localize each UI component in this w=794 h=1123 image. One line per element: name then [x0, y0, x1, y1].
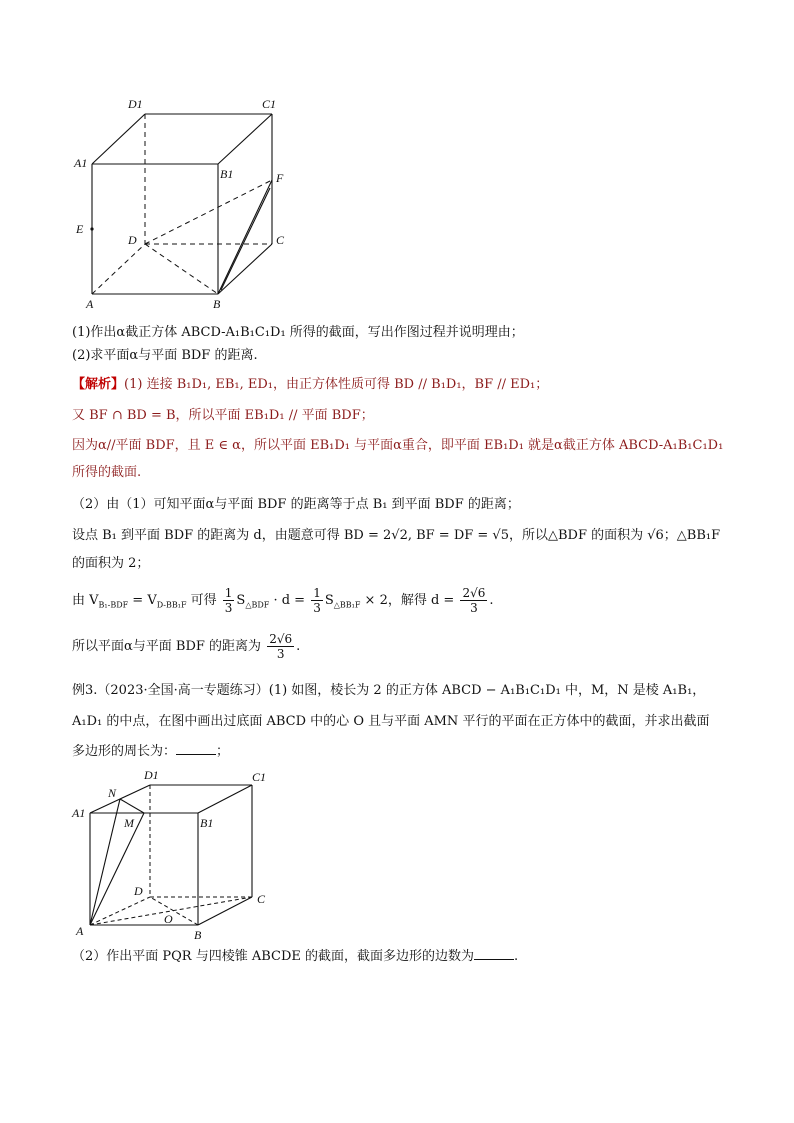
- label-D: D: [134, 884, 143, 898]
- solution-line-3: 因为α//平面 BDF，且 E ∈ α，所以平面 EB₁D₁ 与平面α重合，即平面 EB₁D₁ 就是α截正方体 ABCD-A₁B₁C₁D₁: [72, 438, 724, 453]
- solution-line-6: 设点 B₁ 到平面 BDF 的距离为 d，由题意可得 BD = 2√2, BF = DF = √5，所以△BDF 的面积为 √6；△BB₁F: [72, 528, 721, 543]
- text-times-d: · d =: [269, 593, 310, 608]
- hidden-segment-D-B: [145, 244, 218, 294]
- hidden-diagonal-B-D: [150, 897, 198, 925]
- edge-A1-D1: [92, 114, 145, 164]
- edge-B1-C1: [198, 785, 252, 813]
- label-A: A: [86, 297, 94, 311]
- example-3-line-4: （2）作出平面 PQR 与四棱锥 ABCDE 的截面，截面多边形的边数为 .: [72, 949, 519, 964]
- segment-B-F: [218, 180, 272, 294]
- label-B: B: [213, 297, 221, 311]
- segment-B-F-inner: [221, 188, 270, 290]
- example-3-line-2: A₁D₁ 的中点，在图中画出过底面 ABCD 中的心 O 且与平面 AMN 平行的平面在正方体中的截面，并求出截面: [72, 714, 710, 729]
- label-A: A: [76, 924, 84, 938]
- label-B1: B1: [200, 816, 214, 830]
- label-D1: D1: [144, 768, 159, 782]
- label-C1: C1: [262, 97, 277, 111]
- example-3-line-3: 多边形的周长为： ；: [72, 744, 230, 759]
- volume-v2: = V: [128, 593, 157, 608]
- solution-line-8: 由 $V_{B_1-BDF} = V_{D-BB_1F}$ 可得 $\frac{1}{3}$ $S_{\triangle BDF} \cdot d$ = $\frac{1}{3}$ $S_{\triangle BB_1F} \times 2$，解得 d = $\frac{2√6}{3}$ .: [72, 586, 494, 615]
- label-C: C: [257, 892, 266, 906]
- label-B: B: [194, 928, 202, 940]
- area-s2: S: [324, 593, 334, 608]
- volume-v2-sub: D-BB₁F: [156, 600, 187, 610]
- label-M: M: [124, 816, 134, 830]
- answer-blank-2[interactable]: [474, 947, 514, 960]
- label-A1: A1: [72, 806, 86, 820]
- cube-figure-1: [70, 92, 300, 317]
- hidden-edge-A-D: [92, 244, 145, 294]
- area-s1: S: [236, 593, 246, 608]
- question-2: (2)求平面α与平面 BDF 的距离.: [72, 348, 258, 363]
- point-E: [90, 227, 93, 230]
- label-C: C: [276, 233, 285, 247]
- label-D1: D1: [128, 97, 143, 111]
- label-E: E: [76, 222, 84, 236]
- solution-line-2: 又 BF ∩ BD = B，所以平面 EB₁D₁ // 平面 BDF；: [72, 408, 374, 423]
- cube-figure-2: [70, 765, 280, 940]
- solution-tag: 【解析】: [72, 377, 125, 392]
- solution-line-4: 所得的截面.: [72, 465, 142, 480]
- text-keyi: 可得: [186, 593, 221, 608]
- volume-v1: 由 V: [72, 593, 99, 608]
- label-C1: C1: [252, 770, 267, 784]
- conclusion-text: 所以平面α与平面 BDF 的距离为: [72, 639, 266, 654]
- fraction-one-third-b: $\frac{1}{3}$: [313, 586, 321, 615]
- solution-line-9: 所以平面α与平面 BDF 的距离为 $\frac{2√6}{3}$ .: [72, 632, 301, 661]
- segment-A-N: [90, 799, 120, 925]
- polygon-prompt: （2）作出平面 PQR 与四棱锥 ABCDE 的截面，截面多边形的边数为: [72, 949, 475, 964]
- edge-B-C: [218, 244, 272, 294]
- solution-text-1: (1) 连接 B₁D₁, EB₁, ED₁，由正方体性质可得 BD // B₁D₁，BF // ED₁；: [124, 377, 549, 392]
- solution-line-1: [72, 376, 548, 394]
- perimeter-prompt: 多边形的周长为：: [72, 744, 177, 759]
- fraction-answer-d: $\frac{2√6}{3}$: [462, 586, 486, 615]
- hidden-segment-D-F: [145, 180, 272, 244]
- solution-line-7: 的面积为 2；: [72, 556, 150, 571]
- area-s1-sub: △BDF: [245, 600, 270, 610]
- volume-v1-sub: B₁-BDF: [98, 600, 129, 610]
- hidden-edge-A-D: [90, 897, 150, 925]
- question-1: (1)作出α截正方体 ABCD-A₁B₁C₁D₁ 所得的截面，写出作图过程并说明理由；: [72, 325, 524, 340]
- fraction-answer-distance: $\frac{2√6}{3}$: [269, 632, 293, 661]
- answer-blank-1[interactable]: [176, 742, 216, 755]
- area-s2-sub: △BB₁F: [333, 600, 361, 610]
- label-D: D: [128, 233, 137, 247]
- label-A1: A1: [74, 156, 88, 170]
- label-N: N: [108, 786, 117, 800]
- edge-B-C: [198, 897, 252, 925]
- solution-line-5: （2）由（1）可知平面α与平面 BDF 的距离等于点 B₁ 到平面 BDF 的距离；: [72, 497, 520, 512]
- fraction-one-third-a: $\frac{1}{3}$: [224, 586, 233, 615]
- example-3-line-1: 例3.（2023·全国·高一专题练习）(1) 如图，棱长为 2 的正方体 ABCD − A₁B₁C₁D₁ 中，M，N 是棱 A₁B₁，: [72, 683, 706, 698]
- label-B1: B1: [220, 167, 234, 181]
- label-F: F: [276, 171, 284, 185]
- label-O: O: [164, 912, 173, 926]
- segment-A-M: [90, 813, 144, 925]
- edge-B1-C1: [218, 114, 272, 164]
- text-solve: × 2，解得 d =: [360, 593, 459, 608]
- segment-N-M: [120, 799, 144, 813]
